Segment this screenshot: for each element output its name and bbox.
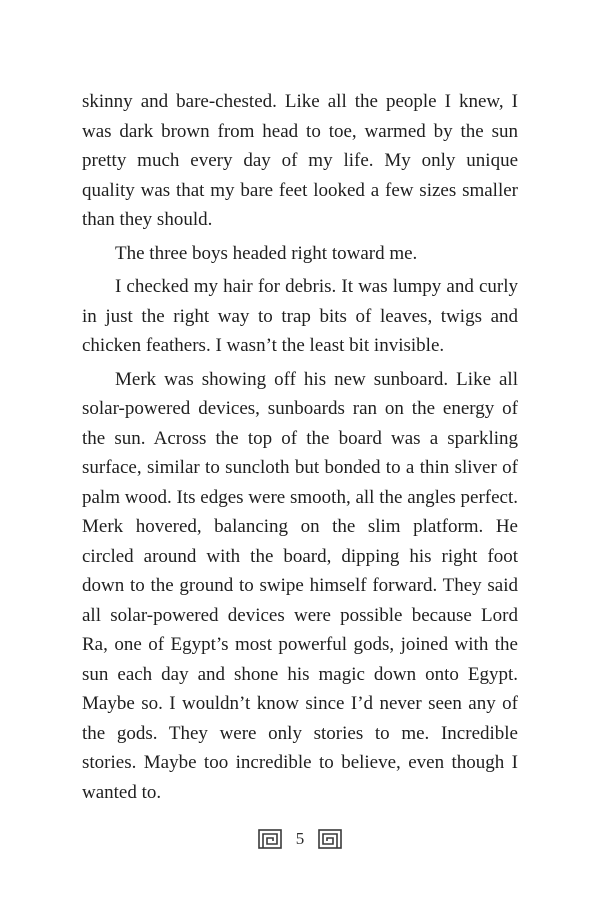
page-footer xyxy=(0,826,600,852)
paragraph: Merk was showing off his new sunboard. Like all solar-powered devices, sunboards ran on the energy of the sun. Across the top of the board was a sparkling surface, similar to suncloth but bonded to a thin sliver of palm wood. Its edges were smooth, all the angles perfect. Merk hovered, balancing on the slim platform. He circled around with the board, dipping his right foot down to the ground to swipe himself forward. They said all solar-powered devices were possible because Lord Ra, one of Egypt’s most powerful gods, joined with the sun each day and shone his magic down onto Egypt. Maybe so. I wouldn’t know since I’d never seen any of the gods. They were only stories to me. Incredible stories. Maybe too incredible to believe, even though I wanted to. xyxy=(82,368,518,803)
greek-key-ornament-icon xyxy=(258,829,282,849)
page-number: 5 xyxy=(295,829,305,848)
greek-key-ornament-icon xyxy=(318,829,342,849)
paragraph: I checked my hair for debris. It was lumpy and curly in just the right way to trap bits of leaves, twigs and chicken feathers. I wasn’t the least bit invisible. xyxy=(82,276,518,356)
paragraph: skinny and bare-chested. Like all the people I knew, I was dark brown from head to toe, warmed by the sun pretty much every day of my life. My only unique quality was that my bare feet looked a few sizes smaller than they should. xyxy=(82,91,518,230)
body-text xyxy=(82,87,518,811)
paragraph: The three boys headed right toward me. xyxy=(115,242,418,264)
